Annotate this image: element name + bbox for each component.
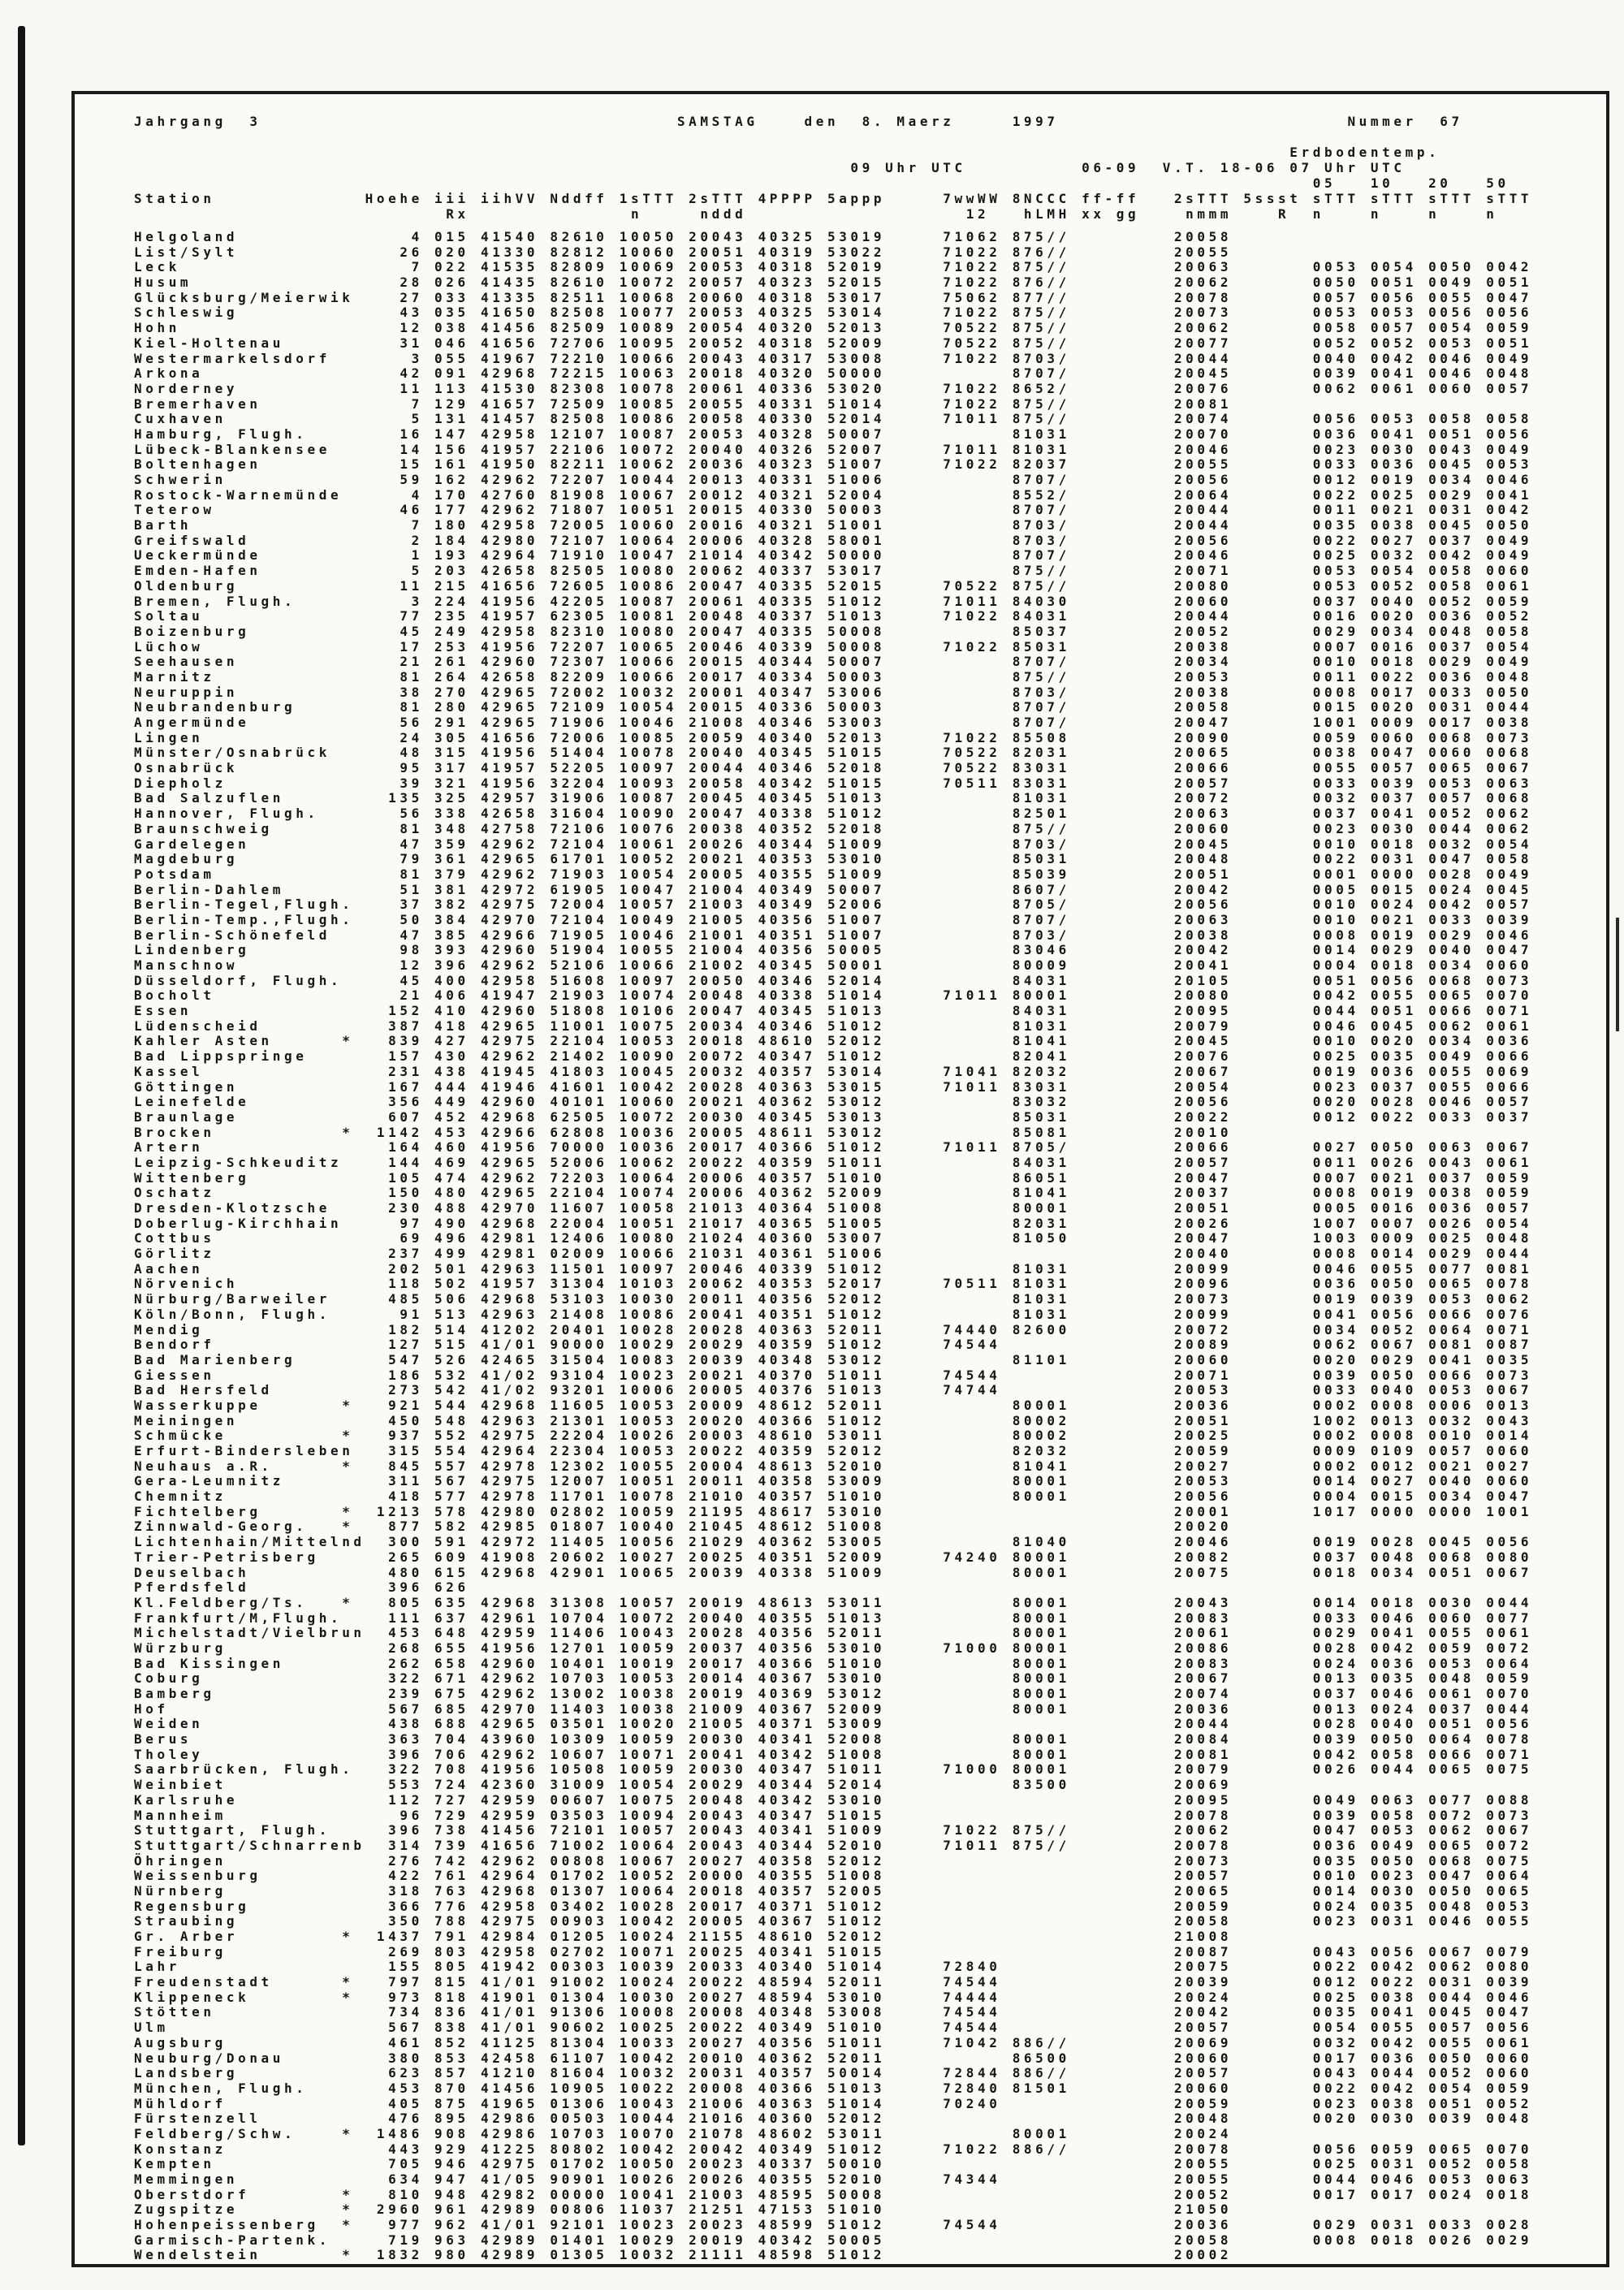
- table-row: Norderney 11 113 41530 82308 10078 20061 40336 53020 71022 8652/ 20076 0062 0061 0060 0057: [134, 380, 1533, 396]
- table-row: Boltenhagen 15 161 41950 82211 10062 20036 40323 51007 71022 82037 20055 0033 0036 0045 0053: [134, 456, 1533, 473]
- table-row: Kassel 231 438 41945 41803 10045 20032 40357 53014 71041 82032 20067 0019 0036 0055 0069: [134, 1063, 1533, 1079]
- table-row: Bremen, Flugh. 3 224 41956 42205 10087 20061 40335 51012 71011 84030 20060 0037 0040 0052 0059: [134, 593, 1533, 609]
- table-row: Stuttgart/Schnarrenb 314 739 41656 71002 10064 20043 40344 52010 71011 875// 20078 0036 0049 0065 0072: [134, 1837, 1533, 1853]
- table-row: Aachen 202 501 42963 11501 10097 20046 40339 51012 81031 20099 0046 0055 0077 0081: [134, 1260, 1533, 1277]
- table-row: Hohenpeissenberg * 977 962 41/01 92101 10023 20023 48599 51012 74544 20036 0029 0031 0033 0028: [134, 2217, 1533, 2233]
- table-row: Freiburg 269 803 42958 02702 10071 20025 40341 51015 20087 0043 0056 0067 0079: [134, 1943, 1533, 1959]
- table-row: Freudenstadt * 797 815 41/01 91002 10024 20022 48594 52011 74544 20039 0012 0022 0031 0039: [134, 1974, 1533, 1990]
- column-header-2: Rx n nddd 12 hLMH xx gg nmmm R n n n n: [134, 206, 1498, 222]
- table-row: Köln/Bonn, Flugh. 91 513 42963 21408 10086 20041 40351 51012 81031 20099 0041 0056 0066 0076: [134, 1306, 1533, 1322]
- scan-artifact-right: [1616, 918, 1619, 1031]
- table-row: Fürstenzell 476 895 42986 00503 10044 21016 40360 52012 20048 0020 0030 0039 0048: [134, 2111, 1533, 2127]
- table-row: Oldenburg 11 215 41656 72605 10086 20047 40335 52015 70522 875// 20080 0053 0052 0058 0061: [134, 577, 1533, 594]
- table-row: Erfurt-Bindersleben 315 554 42964 22304 10053 20022 40359 52012 82032 20059 0009 0109 0057 0060: [134, 1443, 1533, 1458]
- table-row: Wendelstein * 1832 980 42989 01305 10032 21111 48598 51012 20002: [134, 2247, 1233, 2263]
- masthead-line: Jahrgang 3 SAMSTAG den 8. Maerz 1997 Nummer 67: [134, 114, 1463, 129]
- table-row: Landsberg 623 857 41210 81604 10032 20031 40357 50014 72844 886// 20057 0043 0044 0052 0060: [134, 2065, 1533, 2081]
- table-row: Leipzig-Schkeuditz 144 469 42965 52006 10062 20022 40359 51011 84031 20057 0011 0026 0043 0061: [134, 1154, 1533, 1170]
- table-row: Tholey 396 706 42962 10607 10071 20041 40342 51008 80001 20081 0042 0058 0066 0071: [134, 1746, 1533, 1762]
- table-row: Mendig 182 514 41202 20401 10028 20028 40363 52011 74440 82600 20072 0034 0052 0064 0071: [134, 1321, 1533, 1337]
- table-row: Garmisch-Partenk. 719 963 42989 01401 10029 20019 40342 50005 20058 0008 0018 0026 0029: [134, 2232, 1533, 2248]
- blank-line: [134, 129, 1532, 145]
- page-header: [134, 114, 1532, 222]
- table-row: Westermarkelsdorf 3 055 41967 72210 10066 20043 40317 53008 71022 8703/ 20044 0040 0042 0046 0049: [134, 350, 1533, 366]
- table-row: Neubrandenburg 81 280 42965 72109 10054 20015 40336 50003 8707/ 20058 0015 0020 0031 0044: [134, 699, 1533, 715]
- table-row: Nürburg/Barweiler 485 506 42968 53103 10030 20011 40356 52012 81031 20073 0019 0039 0053 0062: [134, 1291, 1533, 1307]
- table-row: Straubing 350 788 42975 00903 10042 20005 40367 51012 20058 0023 0031 0046 0055: [134, 1913, 1533, 1929]
- table-row: Kahler Asten * 839 427 42975 22104 10053 20018 48610 52012 81041 20045 0010 0020 0034 0036: [134, 1033, 1533, 1049]
- table-row: Essen 152 410 42960 51808 10106 20047 40345 51013 84031 20095 0044 0051 0066 0071: [134, 1003, 1533, 1019]
- table-row: Wasserkuppe * 921 544 42968 11605 10053 20009 48612 52011 80001 20036 0002 0008 0006 0013: [134, 1397, 1533, 1413]
- table-row: Nörvenich 118 502 41957 31304 10103 20062 40353 52017 70511 81031 20096 0036 0050 0065 0078: [134, 1276, 1533, 1292]
- table-row: Kl.Feldberg/Ts. * 805 635 42968 31308 10057 20019 48613 53011 80001 20043 0014 0018 0030 0044: [134, 1594, 1533, 1610]
- table-row: Boizenburg 45 249 42958 82310 10080 20047 40335 50008 85037 20052 0029 0034 0048 0058: [134, 623, 1533, 639]
- table-row: Michelstadt/Vielbrun 453 648 42959 11406 10043 20028 40356 52011 80001 20061 0029 0041 0055 0061: [134, 1625, 1533, 1641]
- table-row: Arkona 42 091 42968 72215 10063 20018 40320 50000 8707/ 20045 0039 0041 0046 0048: [134, 365, 1533, 382]
- table-row: Marnitz 81 264 42658 82209 10066 20017 40334 50003 875// 20053 0011 0022 0036 0048: [134, 668, 1533, 685]
- table-row: Bad Marienberg 547 526 42465 31504 10083 20039 40348 53012 81101 20060 0020 0029 0041 0035: [134, 1351, 1533, 1368]
- table-row: Deuselbach 480 615 42968 42901 10065 20039 40338 51009 80001 20075 0018 0034 0051 0067: [134, 1564, 1533, 1580]
- table-row: Magdeburg 79 361 42965 61701 10052 20021 40353 53010 85031 20048 0022 0031 0047 0058: [134, 851, 1533, 867]
- table-row: Diepholz 39 321 41956 32204 10093 20058 40342 51015 70511 83031 20057 0033 0039 0053 0063: [134, 775, 1533, 791]
- table-row: Berlin-Dahlem 51 381 42972 61905 10047 21004 40349 50007 8607/ 20042 0005 0015 0024 0045: [134, 881, 1533, 897]
- table-row: Hof 567 685 42970 11403 10038 21009 40367 52009 80001 20036 0013 0024 0037 0044: [134, 1700, 1533, 1717]
- table-row: Hamburg, Flugh. 16 147 42958 12107 10087 20053 40328 50007 81031 20070 0036 0041 0051 0056: [134, 426, 1533, 442]
- table-row: Oschatz 150 480 42965 22104 10074 20006 40362 52009 81041 20037 0008 0019 0038 0059: [134, 1185, 1533, 1201]
- table-row: Ueckermünde 1 193 42964 71910 10047 21014 40342 50000 8707/ 20046 0025 0032 0042 0049: [134, 547, 1533, 564]
- table-row: Bocholt 21 406 41947 21903 10074 20048 40338 51014 71011 80001 20080 0042 0055 0065 0070: [134, 987, 1533, 1004]
- table-row: Artern 164 460 41956 70000 10036 20017 40366 51012 71011 8705/ 20066 0027 0050 0063 0067: [134, 1139, 1533, 1156]
- table-row: Bendorf 127 515 41/01 90000 10029 20029 40359 51012 74544 20089 0062 0067 0081 0087: [134, 1337, 1533, 1353]
- table-row: Ulm 567 838 41/01 90602 10025 20022 40349 51010 74544 20057 0054 0055 0057 0056: [134, 2020, 1533, 2036]
- table-row: Neuhaus a.R. * 845 557 42978 12302 10055 20004 48613 52010 81041 20027 0002 0012 0021 0027: [134, 1458, 1533, 1474]
- table-row: Düsseldorf, Flugh. 45 400 42958 51608 10097 20050 40346 52014 84031 20105 0051 0056 0068 0073: [134, 972, 1533, 988]
- table-row: Würzburg 268 655 41956 12701 10059 20037 40356 53010 71000 80001 20086 0028 0042 0059 0072: [134, 1640, 1533, 1656]
- table-row: Lüchow 17 253 41956 72207 10065 20046 40339 50008 71022 85031 20038 0007 0016 0037 0054: [134, 638, 1533, 655]
- table-row: Lübeck-Blankensee 14 156 41957 22106 10072 20040 40326 52007 71011 81031 20046 0023 0030 0043 0049: [134, 441, 1533, 457]
- table-row: Konstanz 443 929 41225 80802 10042 20042 40349 51012 71022 886// 20078 0056 0059 0065 0070: [134, 2141, 1533, 2157]
- table-row: Kiel-Holtenau 31 046 41656 72706 10095 20052 40318 52009 70522 875// 20077 0052 0052 0053 0051: [134, 335, 1533, 351]
- table-row: Angermünde 56 291 42965 71906 10046 21008 40346 53003 8707/ 20047 1001 0009 0017 0038: [134, 715, 1533, 730]
- table-row: Gr. Arber * 1437 791 42984 01205 10024 21155 48610 52012 21008: [134, 1929, 1233, 1944]
- table-row: Coburg 322 671 42962 10703 10053 20014 40367 53010 80001 20067 0013 0035 0048 0059: [134, 1670, 1533, 1687]
- table-row: Barth 7 180 42958 72005 10060 20016 40321 51001 8703/ 20044 0035 0038 0045 0050: [134, 517, 1533, 534]
- table-row: Braunschweig 81 348 42758 72106 10076 20038 40352 52018 875// 20060 0023 0030 0044 0062: [134, 820, 1533, 836]
- table-row: Gardelegen 47 359 42962 72104 10061 20026 40344 51009 8703/ 20045 0010 0018 0032 0054: [134, 836, 1533, 852]
- table-row: Karlsruhe 112 727 42959 00607 10075 20048 40342 53010 20095 0049 0063 0077 0088: [134, 1791, 1533, 1808]
- table-row: Fichtelberg * 1213 578 42980 02802 10059 21195 48617 53010 20001 1017 0000 0000 1001: [134, 1503, 1533, 1519]
- table-row: Leinefelde 356 449 42960 40101 10060 20021 40362 53012 83032 20056 0020 0028 0046 0057: [134, 1094, 1533, 1110]
- table-row: Münster/Osnabrück 48 315 41956 51404 10078 20040 40345 51015 70522 82031 20065 0038 0047 0060 0068: [134, 745, 1533, 761]
- table-row: Cottbus 69 496 42981 12406 10080 21024 40360 53007 81050 20047 1003 0009 0025 0048: [134, 1230, 1533, 1247]
- table-row: Lahr 155 805 41942 00303 10039 20033 40340 51014 72840 20075 0022 0042 0062 0080: [134, 1959, 1533, 1975]
- table-row: Osnabrück 95 317 41957 52205 10097 20044 40346 52018 70522 83031 20066 0055 0057 0065 0067: [134, 760, 1533, 776]
- table-row: Greifswald 2 184 42980 72107 10064 20006 40328 58001 8703/ 20056 0022 0027 0037 0049: [134, 532, 1533, 548]
- table-row: Braunlage 607 452 42968 62505 10072 20030 40345 53013 85031 20022 0012 0022 0033 0037: [134, 1108, 1533, 1125]
- table-row: Helgoland 4 015 41540 82610 10050 20043 40325 53019 71062 875// 20058: [134, 229, 1233, 244]
- table-row: Cuxhaven 5 131 41457 82508 10086 20058 40330 52014 71011 875// 20074 0056 0053 0058 0058: [134, 411, 1533, 427]
- table-row: Doberlug-Kirchhain 97 490 42968 22004 10051 21017 40365 51005 82031 20026 1007 0007 0026 0054: [134, 1215, 1533, 1231]
- table-row: Bremerhaven 7 129 41657 72509 10085 20055 40331 51014 71022 875// 20081: [134, 395, 1233, 412]
- table-row: Berlin-Temp.,Flugh. 50 384 42970 72104 10049 21005 40356 51007 8707/ 20063 0010 0021 0033 0039: [134, 911, 1533, 927]
- table-row: Saarbrücken, Flugh. 322 708 41956 10508 10059 20030 40347 51011 71000 80001 20079 0026 0044 0065 0075: [134, 1761, 1533, 1778]
- table-row: Emden-Hafen 5 203 42658 82505 10080 20062 40337 53017 875// 20071 0053 0054 0058 0060: [134, 563, 1533, 579]
- table-row: Pferdsfeld 396 626: [134, 1579, 469, 1596]
- table-row: Stötten 734 836 41/01 91306 10008 20008 40348 53008 74544 20042 0035 0041 0045 0047: [134, 2004, 1533, 2020]
- table-row: Hannover, Flugh. 56 338 42658 31604 10090 20047 40338 51012 82501 20063 0037 0041 0052 0062: [134, 806, 1533, 822]
- table-row: Seehausen 21 261 42960 72307 10066 20015 40344 50007 8707/ 20034 0010 0018 0029 0049: [134, 654, 1533, 670]
- table-row: Trier-Petrisberg 265 609 41908 20602 10027 20025 40351 52009 74240 80001 20082 0037 0048 0068 0080: [134, 1549, 1533, 1565]
- table-row: Frankfurt/M,Flugh. 111 637 42961 10704 10072 20040 40355 51013 80001 20083 0033 0046 0060 0077: [134, 1609, 1533, 1626]
- table-row: Feldberg/Schw. * 1486 908 42986 10703 10070 21078 48602 53011 80001 20024: [134, 2125, 1233, 2141]
- table-row: München, Flugh. 453 870 41456 10905 10022 20008 40366 51013 72840 81501 20060 0022 0042 0054 0059: [134, 2080, 1533, 2096]
- table-row: Brocken * 1142 453 42966 62808 10036 20005 48611 53012 85081 20010: [134, 1124, 1233, 1140]
- table-row: Augsburg 461 852 41125 81304 10033 20027 40356 51011 71042 886// 20069 0032 0042 0055 0061: [134, 2034, 1533, 2050]
- table-row: Schleswig 43 035 41650 82508 10077 20053 40325 53014 71022 875// 20073 0053 0053 0056 0056: [134, 305, 1533, 321]
- table-row: Stuttgart, Flugh. 396 738 41456 72101 10057 20043 40341 51009 71022 875// 20062 0047 0053 0062 0067: [134, 1822, 1533, 1838]
- table-row: Lingen 24 305 41656 72006 10085 20059 40340 52013 71022 85508 20090 0059 0060 0068 0073: [134, 729, 1533, 745]
- table-row: Glücksburg/Meierwik 27 033 41335 82511 10068 20060 40318 53017 75062 877// 20078 0057 0056 0055 0047: [134, 289, 1533, 305]
- table-row: Manschnow 12 396 42962 52106 10066 21002 40345 50001 80009 20041 0004 0018 0034 0060: [134, 957, 1533, 973]
- table-row: Hohn 12 038 41456 82509 10089 20054 40320 52013 70522 875// 20062 0058 0057 0054 0059: [134, 320, 1533, 336]
- table-row: Klippeneck * 973 818 41901 01304 10030 20027 48594 53010 74444 20024 0025 0038 0044 0046: [134, 1989, 1533, 2005]
- table-row: Schwerin 59 162 42962 72207 10044 20013 40331 51006 8707/ 20056 0012 0019 0034 0046: [134, 472, 1533, 487]
- table-row: Dresden-Klotzsche 230 488 42970 11607 10058 21013 40364 51008 80001 20051 0005 0016 0036 0057: [134, 1200, 1533, 1216]
- table-row: Teterow 46 177 42962 71807 10051 20015 40330 50003 8707/ 20044 0011 0021 0031 0042: [134, 502, 1533, 518]
- table-row: Schmücke * 937 552 42975 22204 10026 20003 48610 53011 80002 20025 0002 0008 0010 0014: [134, 1428, 1533, 1444]
- soil-depth-header: 05 10 20 50: [134, 175, 1510, 191]
- table-row: Memmingen 634 947 41/05 90901 10026 20026 40355 52010 74344 20055 0044 0046 0053 0063: [134, 2171, 1533, 2187]
- table-row: Giessen 186 532 41/02 93104 10023 20021 40370 51011 74544 20071 0039 0050 0066 0073: [134, 1367, 1533, 1383]
- table-row: Mühldorf 405 875 41965 01306 10043 21006 40363 51014 70240 20059 0023 0038 0051 0052: [134, 2095, 1533, 2111]
- table-row: Soltau 77 235 41957 62305 10081 20048 40337 51013 71022 84031 20044 0016 0020 0036 0052: [134, 608, 1533, 624]
- table-row: Görlitz 237 499 42981 02009 10066 21031 40361 51006 20040 0008 0014 0029 0044: [134, 1246, 1533, 1262]
- table-row: Kempten 705 946 42975 01702 10050 20023 40337 50010 20055 0025 0031 0052 0058: [134, 2156, 1533, 2172]
- table-row: Bad Hersfeld 273 542 41/02 93201 10006 20005 40376 51013 74744 20053 0033 0040 0053 0067: [134, 1382, 1533, 1398]
- table-row: Göttingen 167 444 41946 41601 10042 20028 40363 53015 71011 83031 20054 0023 0037 0055 0066: [134, 1078, 1533, 1095]
- table-row: Rostock-Warnemünde 4 170 42760 81908 10067 20012 40321 52004 8552/ 20064 0022 0025 0029 0041: [134, 486, 1533, 503]
- table-row: Mannheim 96 729 42959 03503 10094 20043 40347 51015 20078 0039 0058 0072 0073: [134, 1807, 1533, 1823]
- table-row: Husum 28 026 41435 82610 10072 20057 40323 52015 71022 876// 20062 0050 0051 0049 0051: [134, 274, 1533, 291]
- table-row: Neuruppin 38 270 42965 72002 10032 20001 40347 53006 8703/ 20038 0008 0017 0033 0050: [134, 684, 1533, 700]
- table-row: Lüdenscheid 387 418 42965 11001 10075 20034 40346 51012 81031 20079 0046 0045 0062 0061: [134, 1018, 1533, 1034]
- soil-temp-header: Erdbodentemp.: [134, 145, 1440, 160]
- table-row: List/Sylt 26 020 41330 82812 10060 20051 40319 53022 71022 876// 20055: [134, 244, 1233, 260]
- table-row: Neuburg/Donau 380 853 42458 61107 10042 20010 40362 52011 86500 20060 0017 0036 0050 0060: [134, 2050, 1533, 2066]
- table-row: Bad Kissingen 262 658 42960 10401 10019 20017 40366 51010 80001 20083 0024 0036 0053 0064: [134, 1655, 1533, 1671]
- table-row: Weissenburg 422 761 42964 01702 10052 20000 40355 51008 20057 0010 0023 0047 0064: [134, 1868, 1533, 1884]
- table-row: Bad Salzuflen 135 325 42957 31906 10087 20045 40345 51013 81031 20072 0032 0037 0057 0068: [134, 790, 1533, 806]
- table-row: Berlin-Tegel,Flugh. 37 382 42975 72004 10057 21003 40349 52006 8705/ 20056 0010 0024 0042 0057: [134, 897, 1533, 913]
- table-row: Regensburg 366 776 42958 03402 10028 20017 40371 51012 20059 0024 0035 0048 0053: [134, 1898, 1533, 1914]
- table-row: Nürnberg 318 763 42968 01307 10064 20018 40357 52005 20065 0014 0030 0050 0065: [134, 1882, 1533, 1899]
- table-row: Meiningen 450 548 42963 21301 10053 20020 40366 51012 80002 20051 1002 0013 0032 0043: [134, 1412, 1533, 1428]
- table-row: Öhringen 276 742 42962 00808 10067 20027 40358 52012 20073 0035 0050 0068 0075: [134, 1852, 1533, 1869]
- table-row: Berus 363 704 43960 10309 10059 20030 40341 52008 80001 20084 0039 0050 0064 0078: [134, 1731, 1533, 1748]
- table-row: Gera-Leumnitz 311 567 42975 12007 10051 20011 40358 53009 80001 20053 0014 0027 0040 0060: [134, 1473, 1533, 1489]
- table-row: Bad Lippspringe 157 430 42962 21402 10090 20072 40347 51012 82041 20076 0025 0035 0049 0066: [134, 1048, 1533, 1065]
- table-row: Bamberg 239 675 42962 13002 10038 20019 40369 53012 80001 20074 0037 0046 0061 0070: [134, 1686, 1533, 1701]
- table-row: Lichtenhain/Mittelnd 300 591 42972 11405 10056 21029 40362 53005 81040 20046 0019 0028 0045 0056: [134, 1534, 1533, 1550]
- table-row: Zinnwald-Georg. * 877 582 42985 01807 10040 21045 48612 51008 20020: [134, 1519, 1233, 1535]
- table-row: Potsdam 81 379 42962 71903 10054 20005 40355 51009 85039 20051 0001 0000 0028 0049: [134, 866, 1533, 882]
- column-header-1: Station Hoehe iii iihVV Nddff 1sTTT 2sTTT 4PPPP 5appp 7wwWW 8NCCC ff-ff 2sTTT 5ssst sTTT sTTT sTTT sTTT: [134, 191, 1533, 206]
- table-row: Leck 7 022 41535 82809 10069 20053 40318 52019 71022 875// 20063 0053 0054 0050 0042: [134, 259, 1533, 275]
- table-row: Wittenberg 105 474 42962 72203 10064 20006 40357 51010 86051 20047 0007 0021 0037 0059: [134, 1169, 1533, 1186]
- table-row: Chemnitz 418 577 42978 11701 10078 21010 40357 51010 80001 20056 0004 0015 0034 0047: [134, 1488, 1533, 1505]
- obs-time-header: 09 Uhr UTC 06-09 V.T. 18-06 07 Uhr UTC: [134, 160, 1406, 175]
- scan-artifact-left: [18, 26, 25, 2145]
- table-row: Berlin-Schönefeld 47 385 42966 71905 10046 21001 40351 51007 8703/ 20038 0008 0019 0029 0046: [134, 927, 1533, 943]
- station-table: [134, 230, 1532, 2263]
- table-row: Weiden 438 688 42965 03501 10020 21005 40371 53009 20044 0028 0040 0051 0056: [134, 1716, 1533, 1732]
- table-row: Oberstdorf * 810 948 42982 00000 10041 21003 48595 50008 20052 0017 0017 0024 0018: [134, 2186, 1533, 2202]
- table-row: Lindenberg 98 393 42960 51904 10055 21004 40356 50005 83046 20042 0014 0029 0040 0047: [134, 942, 1533, 958]
- table-row: Weinbiet 553 724 42360 31009 10054 20029 40344 52014 83500 20069: [134, 1777, 1233, 1793]
- table-row: Zugspitze * 2960 961 42989 00806 11037 21251 47153 51010 21050: [134, 2201, 1233, 2218]
